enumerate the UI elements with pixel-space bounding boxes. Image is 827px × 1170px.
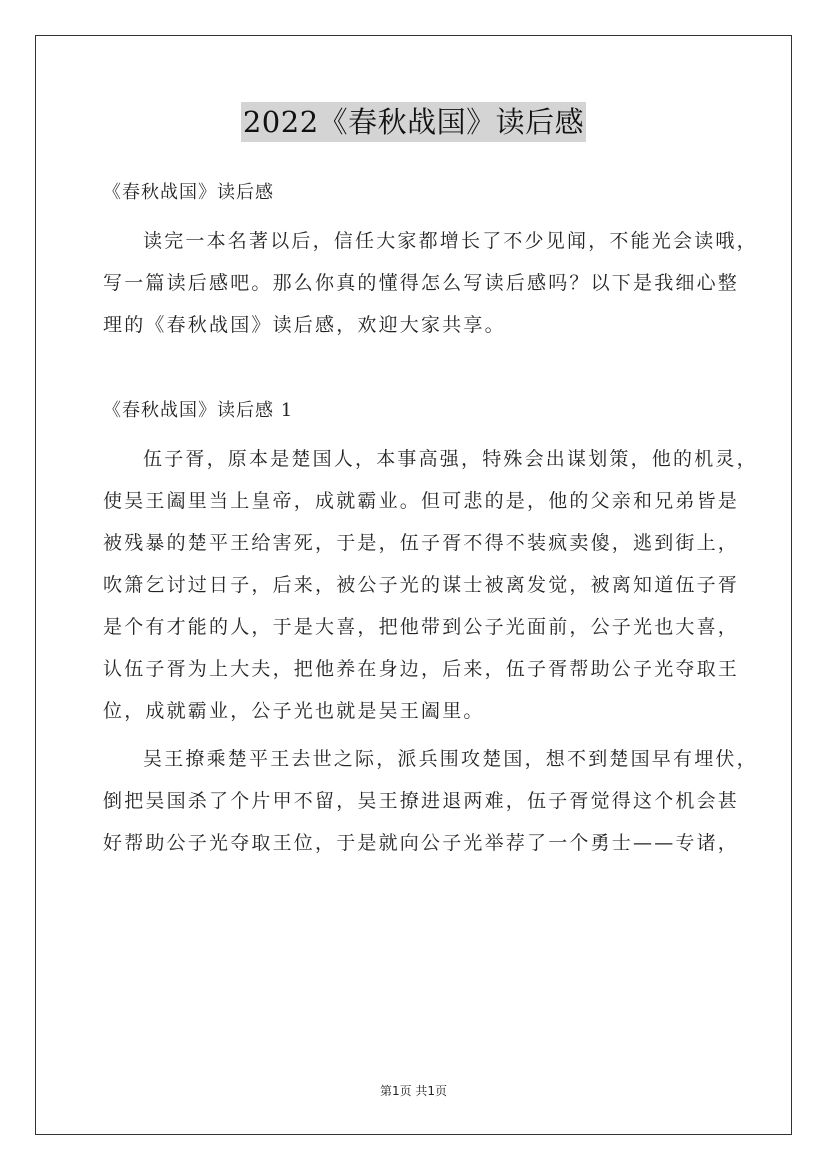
paragraph-line: 伍子胥，原本是楚国人，本事高强，特殊会出谋划策，他的机灵， [143,448,758,470]
page-footer [0,1082,827,1099]
page-number: 第1页 共1页 [379,1084,448,1098]
paragraph-line: 是个有才能的人，于是大喜，把他带到公子光面前，公子光也大喜， [103,616,740,638]
paragraph-line: 好帮助公子光夺取王位，于是就向公子光举荐了一个勇士——专诸， [103,832,740,854]
intro-line: 理的《春秋战国》读后感，欢迎大家共享。 [103,314,506,336]
subtitle: 《春秋战国》读后感 [103,182,274,203]
paragraph-line: 使吴王阖里当上皇帝，成就霸业。但可悲的是，他的父亲和兄弟皆是 [103,490,740,512]
intro-line: 写一篇读后感吧。那么你真的懂得怎么写读后感吗？以下是我细心整 [103,272,740,294]
paragraph-line: 倒把吴国杀了个片甲不留，吴王撩进退两难，伍子胥觉得这个机会甚 [103,790,740,812]
paragraph-line: 吹箫乞讨过日子，后来，被公子光的谋士被离发觉，被离知道伍子胥 [103,574,740,596]
section-heading: 《春秋战国》读后感 1 [103,400,294,421]
paragraph-line: 吴王撩乘楚平王去世之际，派兵围攻楚国，想不到楚国早有埋伏， [143,748,758,770]
title-container [0,102,827,142]
intro-line: 读完一本名著以后，信任大家都增长了不少见闻，不能光会读哦， [143,230,758,252]
document-body [103,172,758,864]
document-title: 2022《春秋战国》读后感 [241,102,586,142]
paragraph-line: 被残暴的楚平王给害死，于是，伍子胥不得不装疯卖傻，逃到街上， [103,532,740,554]
paragraph-line: 认伍子胥为上大夫，把他养在身边，后来，伍子胥帮助公子光夺取王 [103,658,740,680]
paragraph-line: 位，成就霸业，公子光也就是吴王阖里。 [103,700,485,722]
